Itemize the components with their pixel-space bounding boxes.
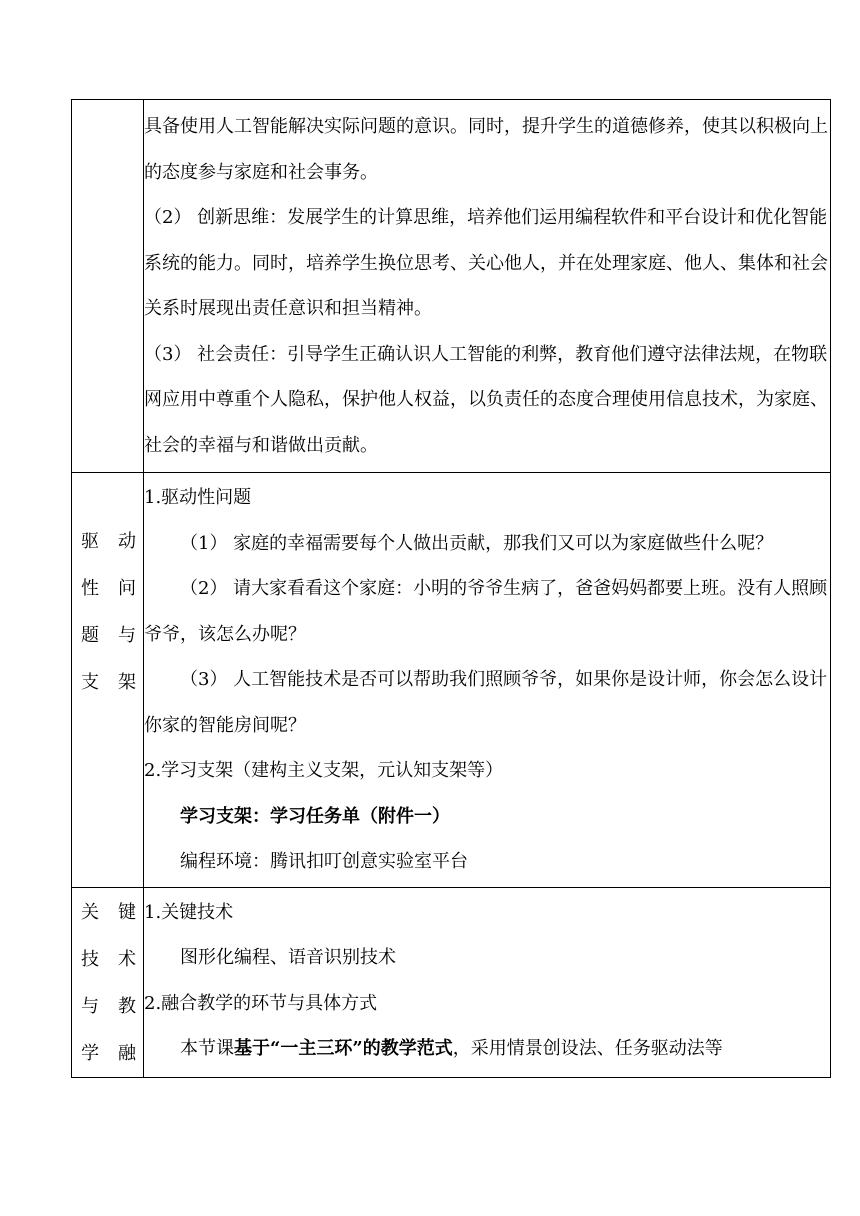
- label-line: 与教: [81, 995, 136, 1017]
- section-heading: 2.学习支架（建构主义支架，元认知支架等）: [144, 760, 504, 781]
- intro-rest: ，采用情景创设法、任务驱动法等: [452, 1038, 723, 1059]
- section-heading: 2.融合教学的环节与具体方式: [144, 992, 378, 1014]
- label-line: 支架: [81, 672, 136, 693]
- driving-questions-content: [144, 473, 831, 888]
- label-line: 题与: [81, 625, 136, 646]
- question-3: （3） 人工智能技术是否可以帮助我们照顾爷爷，如果你是设计师，你会怎么设计你家的智能房间呢？: [144, 669, 828, 736]
- technology-list: 图形化编程、语音识别技术: [180, 947, 396, 968]
- label-line: 技术: [81, 948, 136, 970]
- section-heading: 1.关键技术: [144, 901, 234, 923]
- row-label-driving-questions: [72, 473, 144, 888]
- objective-paragraph-3: （3） 社会责任：引导学生正确认识人工智能的利弊，教育他们遵守法律法规，在物联网应用中尊重个人隐私，保护他人权益，以负责任的态度合理使用信息技术，为家庭、社会的幸福与和谐做出贡献。: [144, 343, 828, 456]
- intro-plain: 本节课: [180, 1038, 234, 1059]
- objectives-content: [144, 100, 831, 473]
- integration-intro: [144, 1026, 830, 1072]
- label-line: 学融: [81, 1042, 136, 1064]
- objective-paragraph-2: （2） 创新思维：发展学生的计算思维，培养他们运用编程软件和平台设计和优化智能系统的能力。同时，培养学生换位思考、关心他人，并在处理家庭、他人、集体和社会关系时展现出责任意识和担当精神。: [144, 207, 828, 319]
- question-2: （2） 请大家看看这个家庭：小明的爷爷生病了，爸爸妈妈都要上班。没有人照顾爷爷，该怎么办呢？: [144, 578, 828, 645]
- label-line: 性问: [81, 578, 136, 599]
- table-row-driving-questions: [72, 473, 831, 888]
- question-1: （1） 家庭的幸福需要每个人做出贡献，那我们又可以为家庭做些什么呢？: [180, 532, 774, 554]
- label-line: 关键: [81, 901, 136, 923]
- programming-environment: 编程环境：腾讯扣叮创意实验室平台: [180, 851, 468, 872]
- table-row-objectives: [72, 100, 831, 473]
- row-label-key-technology: [72, 887, 144, 1077]
- key-technology-content: [144, 887, 831, 1077]
- objective-paragraph-1: 具备使用人工智能解决实际问题的意识。同时，提升学生的道德修养，使其以积极向上的态度参与家庭和社会事务。: [144, 116, 828, 183]
- row-label-empty: [72, 100, 144, 473]
- scaffold-text: 学习支架：学习任务单（附件一）: [180, 805, 450, 827]
- section-heading: 1.驱动性问题: [144, 487, 252, 508]
- table-row-key-technology: [72, 887, 831, 1077]
- intro-bold: 基于“一主三环”的教学范式: [234, 1038, 453, 1059]
- lesson-plan-table: [71, 99, 831, 1078]
- label-line: 驱动: [81, 531, 136, 552]
